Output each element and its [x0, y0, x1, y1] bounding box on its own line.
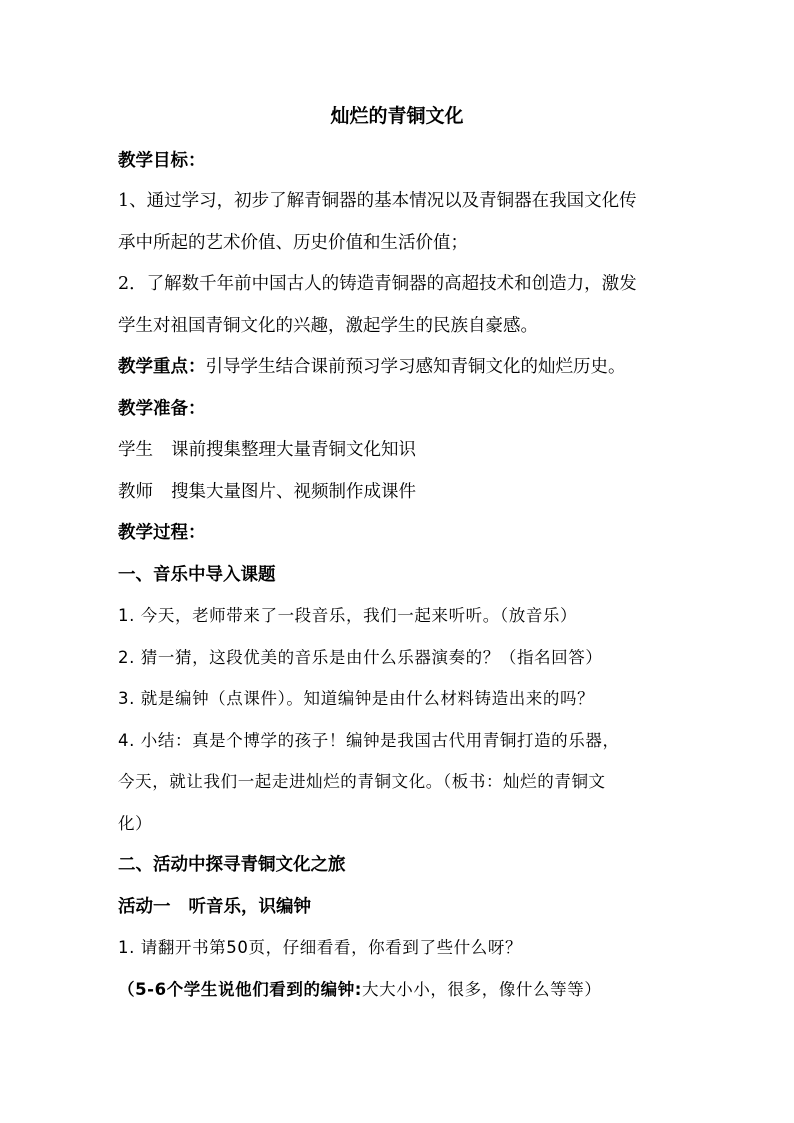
goal-item-2-line-1: 2．了解数千年前中国古人的铸造青铜器的高超技术和创造力，激发 [118, 274, 637, 294]
key-point-label: 教学重点： [118, 357, 206, 377]
step-2: 2. 猜一猜，这段优美的音乐是由什么乐器演奏的？（指名回答） [118, 648, 603, 667]
goal-item-1-line-2: 承中所起的艺术价值、历史价值和生活价值； [118, 233, 468, 253]
step-4-line-2: 今天，就让我们一起走进灿烂的青铜文化。（板书：灿烂的青铜文 [118, 772, 606, 791]
activity-1-label: 活动一 [118, 897, 171, 917]
activity-1-answer [118, 975, 678, 1005]
section-2-heading: 二、活动中探寻青铜文化之旅 [118, 855, 346, 875]
preparation-heading: 教学准备： [118, 399, 206, 419]
section-1-heading: 一、音乐中导入课题 [118, 565, 276, 585]
preparation-student-role: 学生 [118, 440, 153, 460]
preparation-student [118, 435, 678, 465]
step-4-line-3: 化） [118, 814, 153, 833]
step-1: 1. 今天，老师带来了一段音乐，我们一起来听听。（放音乐） [118, 606, 578, 625]
goal-item-1-line-1: 1、通过学习，初步了解青铜器的基本情况以及青铜器在我国文化传 [118, 191, 637, 211]
step-4-line-1: 4. 小结：真是个博学的孩子！编钟是我国古代用青铜打造的乐器， [118, 731, 620, 750]
goal-item-2-line-2: 学生对祖国青铜文化的兴趣，激起学生的民族自豪感。 [118, 316, 538, 336]
key-point [118, 352, 678, 382]
key-point-text: 引导学生结合课前预习学习感知青铜文化的灿烂历史。 [205, 357, 626, 377]
preparation-teacher [118, 477, 678, 507]
process-heading: 教学过程： [118, 523, 206, 543]
activity-1-answer-rest: 大大小小，很多，像什么等等） [362, 980, 602, 999]
activity-1-title: 听音乐，识编钟 [188, 897, 311, 917]
step-3: 3. 就是编钟（点课件）。知道编钟是由什么材料铸造出来的吗？ [118, 689, 595, 708]
preparation-teacher-task: 搜集大量图片、视频制作成课件 [171, 482, 416, 502]
document-title: 灿烂的青铜文化 [330, 105, 464, 127]
preparation-teacher-role: 教师 [118, 482, 153, 502]
activity-1-step-1: 1. 请翻开书第50页，仔细看看，你看到了些什么呀？ [118, 938, 523, 957]
activity-1-heading [118, 892, 678, 922]
goals-heading: 教学目标： [118, 151, 206, 171]
activity-1-answer-bold: （5-6个学生说他们看到的编钟: [118, 980, 363, 999]
preparation-student-task: 课前搜集整理大量青铜文化知识 [171, 440, 416, 460]
